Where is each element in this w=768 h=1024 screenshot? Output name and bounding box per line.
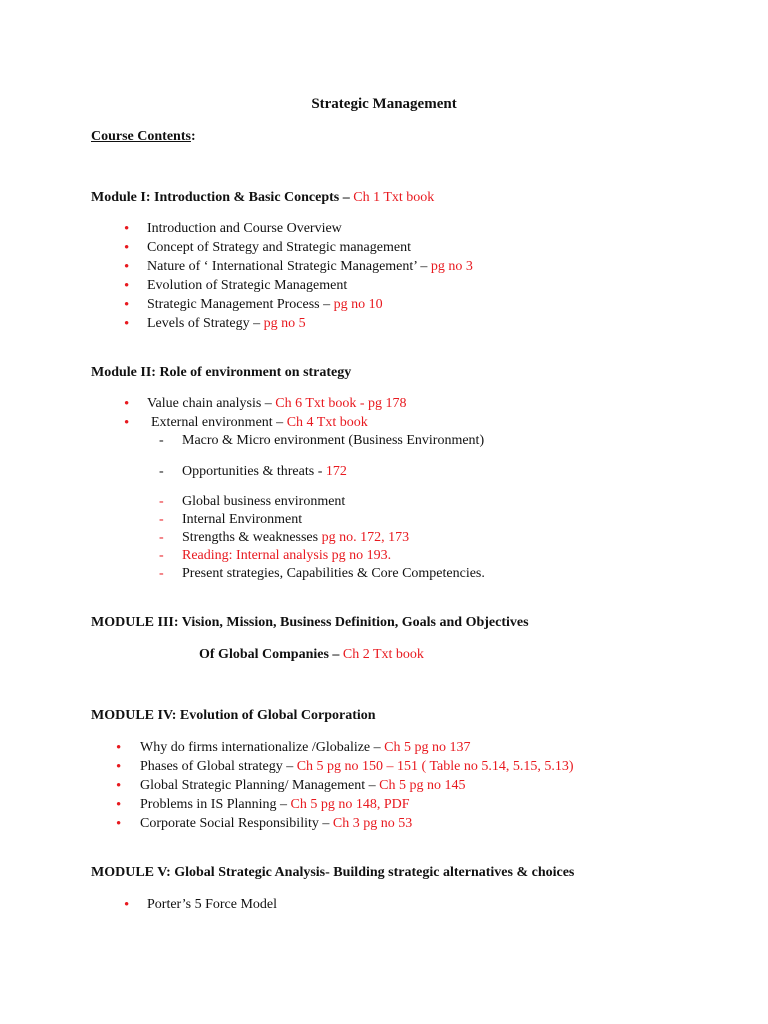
list-item	[147, 395, 407, 413]
list-item-ref: pg no 10	[333, 297, 383, 312]
sub-list-item-ref: Reading: Internal analysis pg no 193.	[182, 548, 392, 563]
page-title: Strategic Management	[311, 96, 457, 112]
list-item-text: Evolution of Strategic Management	[147, 278, 348, 293]
list-item-ref: pg no 3	[430, 259, 473, 274]
list-item	[140, 815, 412, 833]
module-2-heading	[91, 364, 351, 382]
course-contents-colon: :	[190, 129, 196, 144]
list-item	[151, 414, 368, 432]
module-3-heading	[91, 614, 529, 632]
sub-list-item-text: Macro & Micro environment (Business Environment)	[182, 433, 485, 448]
sub-list-item	[182, 547, 391, 565]
dash-marker: -	[159, 548, 164, 563]
bullet-icon: •	[124, 396, 130, 412]
module-ref: Ch 1 Txt book	[353, 190, 435, 205]
sub-list-item-text: Strengths & weaknesses	[182, 530, 322, 545]
bullet-icon: •	[116, 797, 122, 813]
list-item	[147, 258, 473, 276]
bullet-icon: •	[124, 316, 130, 332]
list-item-text: Problems in IS Planning –	[140, 797, 291, 812]
module-heading-text: MODULE V: Global Strategic Analysis- Building strategic alternatives & choices	[91, 865, 575, 880]
list-item	[140, 777, 465, 795]
dash-marker: -	[159, 530, 164, 545]
module-ref: Ch 2 Txt book	[342, 647, 424, 662]
bullet-icon: •	[116, 778, 122, 794]
dash-marker: -	[159, 512, 164, 527]
list-item-ref: Ch 6 Txt book - pg 178	[275, 396, 407, 411]
list-item-ref: Ch 5 pg no 145	[379, 778, 466, 793]
list-item-text: External environment –	[151, 415, 287, 430]
list-item-ref: pg no 5	[263, 316, 306, 331]
module-heading-text: MODULE III: Vision, Mission, Business Definition, Goals and Objectives	[91, 615, 529, 630]
module-heading-text: Module II: Role of environment on strategy	[91, 365, 352, 380]
module-heading-text: Module I: Introduction & Basic Concepts –	[91, 190, 354, 205]
sub-list-item	[182, 529, 409, 547]
list-item	[147, 277, 347, 295]
module-4-heading	[91, 707, 376, 725]
dash-marker: -	[159, 494, 164, 509]
module-3-heading-cont	[199, 646, 424, 664]
sub-list-item	[182, 432, 484, 450]
dash-marker: -	[159, 433, 164, 448]
sub-list-item	[182, 463, 347, 481]
sub-list-item-text: Internal Environment	[182, 512, 303, 527]
course-contents-label	[91, 128, 196, 146]
list-item-text: Concept of Strategy and Strategic management	[147, 240, 411, 255]
list-item-text: Porter’s 5 Force Model	[147, 897, 277, 912]
bullet-icon: •	[124, 297, 130, 313]
list-item-text: Phases of Global strategy –	[140, 759, 297, 774]
list-item-text: Introduction and Course Overview	[147, 221, 342, 236]
list-item-ref: Ch 4 Txt book	[286, 415, 368, 430]
sub-list-item-text: Global business environment	[182, 494, 346, 509]
bullet-icon: •	[124, 415, 130, 431]
list-item-text: Value chain analysis –	[147, 396, 276, 411]
list-item-ref: Ch 5 pg no 150 – 151 ( Table no 5.14, 5.15, 5.13)	[296, 759, 574, 774]
list-item	[147, 220, 342, 238]
dash-marker: -	[159, 566, 164, 581]
module-1-heading	[91, 189, 434, 207]
sub-list-item-text: Present strategies, Capabilities & Core Competencies.	[182, 566, 485, 581]
list-item	[140, 796, 410, 814]
bullet-icon: •	[124, 240, 130, 256]
list-item-text: Corporate Social Responsibility –	[140, 816, 333, 831]
list-item-text: Global Strategic Planning/ Management –	[140, 778, 380, 793]
sub-list-item-text: Opportunities & threats -	[182, 464, 326, 479]
list-item-ref: Ch 3 pg no 53	[332, 816, 413, 831]
list-item	[147, 296, 383, 314]
course-contents-text: Course Contents	[91, 129, 191, 144]
list-item-ref: Ch 5 pg no 137	[384, 740, 471, 755]
list-item-text: Strategic Management Process –	[147, 297, 334, 312]
sub-list-item	[182, 511, 302, 529]
module-heading-text: MODULE IV: Evolution of Global Corporation	[91, 708, 376, 723]
bullet-icon: •	[124, 259, 130, 275]
dash-marker: -	[159, 464, 164, 479]
module-5-heading	[91, 864, 574, 882]
bullet-icon: •	[116, 740, 122, 756]
sub-list-item-ref: 172	[325, 464, 347, 479]
module-heading-text: Of Global Companies –	[199, 647, 343, 662]
bullet-icon: •	[124, 897, 130, 913]
list-item-text: Why do firms internationalize /Globalize –	[140, 740, 385, 755]
list-item	[140, 758, 574, 776]
bullet-icon: •	[124, 221, 130, 237]
sub-list-item	[182, 565, 485, 583]
list-item	[147, 896, 277, 914]
list-item	[140, 739, 471, 757]
list-item-text: Levels of Strategy –	[147, 316, 264, 331]
sub-list-item	[182, 493, 345, 511]
sub-list-item-ref: pg no. 172, 173	[321, 530, 410, 545]
list-item	[147, 315, 306, 333]
list-item	[147, 239, 411, 257]
list-item-text: Nature of ‘ International Strategic Management’ –	[147, 259, 431, 274]
bullet-icon: •	[116, 816, 122, 832]
bullet-icon: •	[116, 759, 122, 775]
list-item-ref: Ch 5 pg no 148, PDF	[290, 797, 410, 812]
bullet-icon: •	[124, 278, 130, 294]
